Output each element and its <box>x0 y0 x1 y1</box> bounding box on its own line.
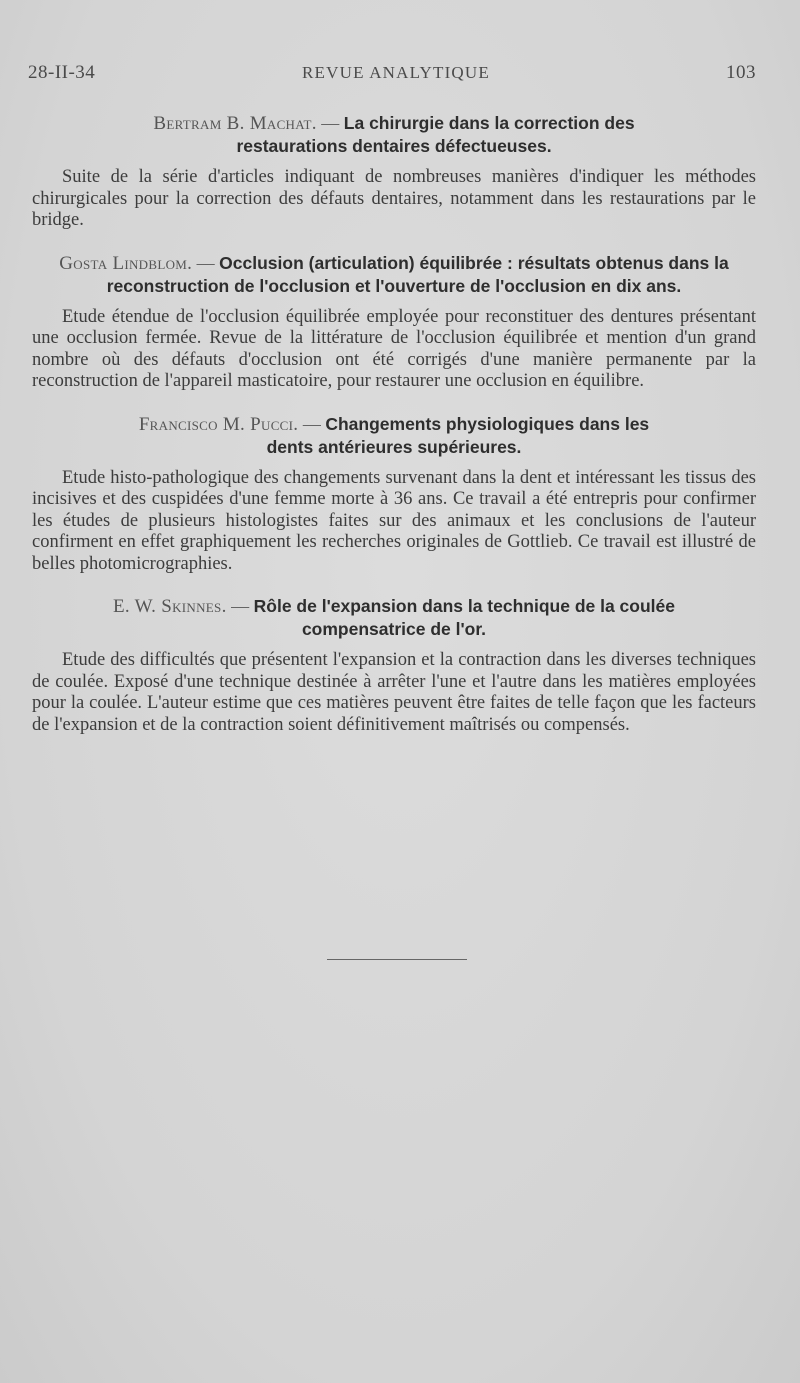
entry-dash: — <box>298 413 326 434</box>
entry-heading <box>32 112 756 157</box>
entry-summary: Etude histo-pathologique des changements survenant dans la dent et intéressant les tissus des incisives et des cuspidées d'une femme morte à 36 ans. Ce travail a été entrepris pour confirmer les études de plusieurs histologistes faites sur des animaux et les conclusions de l'auteur confirment en effet graphiquement les recherches originales de Gottlieb. Ce travail est illustré de belles photomicrographies. <box>32 467 756 574</box>
abstract-entry-machat <box>32 112 756 232</box>
entry-summary: Etude étendue de l'occlusion équilibrée employée pour reconstituer des dentures présentant une occlusion fermée. Revue de la littérature de l'occlusion équilibrée et mention d'un grand nombre où des défauts d'occlusion ont été corrigés d'une manière permanente par la reconstruction de l'appareil masticatoire, pour restaurer une occlusion en équilibre. <box>32 306 756 391</box>
entry-title: Changements physiologiques dans les dents antérieures supérieures. <box>266 413 650 457</box>
entry-heading <box>32 413 756 458</box>
abstract-entry-pucci <box>32 413 756 576</box>
entry-heading <box>32 252 756 297</box>
entry-author: Gosta Lindblom. <box>59 252 193 274</box>
entry-dash: — <box>316 113 344 133</box>
entry-author: Bertram B. Machat. <box>153 113 317 134</box>
article-list <box>32 112 756 756</box>
page-number: 103 <box>726 62 756 83</box>
entry-author: E. W. Skinnes. <box>113 596 227 617</box>
entry-dash: — <box>192 252 220 273</box>
header-date: 28-II-34 <box>28 62 96 83</box>
running-header <box>28 62 764 88</box>
entry-summary: Suite de la série d'articles indiquant de nombreuses manières d'indiquer les méthodes chirurgicales pour la correction des défauts dentaires, notamment dans les restaurations par le bridge. <box>32 167 756 230</box>
entry-summary: Etude des difficultés que présentent l'expansion et la contraction dans les diverses techniques de coulée. Exposé d'une technique destinée à arrêter l'une et l'autre dans les matières employées pour la coulée. L'auteur estime que ces matières peuvent être faites de telle façon que les facteurs de l'expansion et de la contraction soient définitivement maîtrisés ou compensés. <box>32 650 756 735</box>
closing-rule <box>327 959 467 960</box>
header-journal-title: REVUE ANALYTIQUE <box>302 63 490 82</box>
abstract-entry-lindblom <box>32 252 756 393</box>
entry-title: Occlusion (articulation) équilibrée : résultats obtenus dans la reconstruction de l'occlusion et l'ouverture de l'occlusion en dix ans. <box>106 252 729 296</box>
entry-author: Francisco M. Pucci. <box>138 413 299 435</box>
entry-title: La chirurgie dans la correction des restaurations dentaires défectueuses. <box>236 113 635 156</box>
abstract-entry-skinnes <box>32 595 756 736</box>
entry-title: Rôle de l'expansion dans la technique de la coulée compensatrice de l'or. <box>253 596 675 639</box>
entry-heading <box>32 595 756 640</box>
entry-dash: — <box>226 596 254 616</box>
